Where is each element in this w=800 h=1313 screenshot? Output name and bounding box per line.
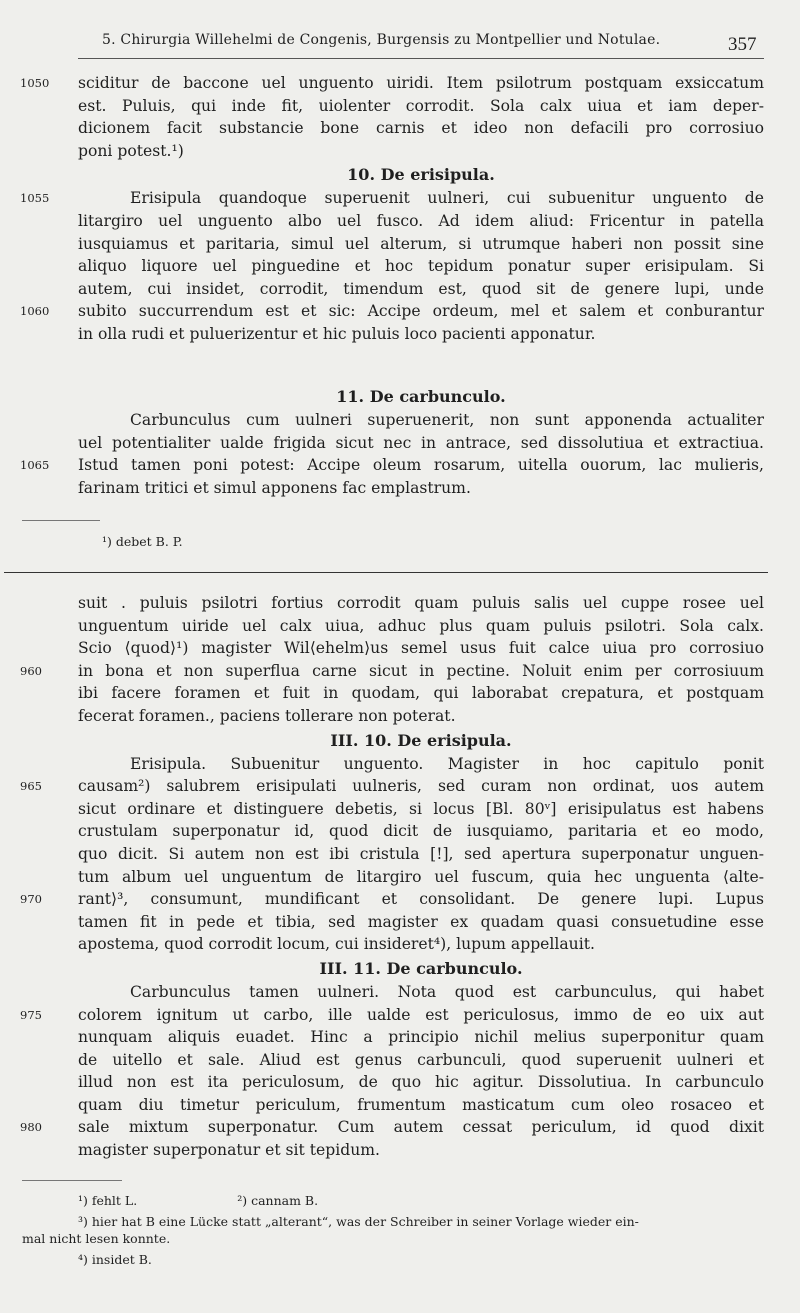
text-line (78, 682, 764, 705)
line-number: 970 (20, 892, 42, 907)
text-line (78, 323, 764, 346)
line-text: in bona et non superflua carne sicut in pectine. Noluit enim per corrosiuum (78, 661, 764, 680)
text-line (78, 278, 764, 301)
line-text: ibi facere foramen et fuit in quodam, qui laborabat crepatura, et postquam (78, 684, 764, 703)
text-line (78, 753, 764, 776)
text-line (78, 843, 764, 866)
section-heading (78, 162, 764, 187)
line-text: illud non est ita periculosum, de quo hic agitur. Dissolutiua. In carbunculo (78, 1073, 764, 1092)
text-line (78, 1094, 764, 1117)
line-text: tamen fit in pede et tibia, sed magister ex quadam quasi consuetudine esse (78, 912, 764, 931)
text-line (78, 592, 764, 615)
text-line (78, 210, 764, 233)
text-line (20, 300, 764, 323)
page-number: 357 (728, 34, 757, 55)
line-text: III. 11. De carbunculo. (319, 958, 523, 978)
text-line (78, 981, 764, 1004)
line-text: fecerat foramen., paciens tollerare non poterat. (78, 706, 456, 725)
text-line (78, 1026, 764, 1049)
text-line (20, 1116, 764, 1139)
line-text: nunquam aliquis euadet. Hinc a principio nichil melius superponitur quam (78, 1028, 764, 1047)
line-text: rant⟩³, consumunt, mundificant et consolidant. De genere lupi. Lupus (78, 890, 764, 909)
main-text-block (20, 72, 764, 346)
line-number: 965 (20, 779, 42, 794)
footnote-4: ⁴) insidet B. (78, 1252, 152, 1267)
footnote-rule-top (22, 520, 100, 521)
line-text: in olla rudi et puluerizentur et hic puluis loco pacienti apponatur. (78, 324, 596, 343)
text-line (20, 187, 764, 210)
text-line (78, 233, 764, 256)
line-text: quo dicit. Si autem non est ibi cristula [!], sed apertura superponatur unguen- (78, 844, 764, 863)
line-text: 11. De carbunculo. (336, 387, 506, 406)
line-text: quam diu timetur periculum, frumentum masticatum cum oleo rosaceo et (78, 1095, 764, 1114)
line-text: sicut ordinare et distinguere debetis, si locus [Bl. 80ᵛ] erisipulatus est habens (78, 799, 764, 818)
line-text: 10. De erisipula. (347, 165, 495, 185)
line-number: 1055 (20, 191, 50, 206)
line-text: apostema, quod corrodit locum, cui insideret⁴), lupum appellauit. (78, 935, 595, 954)
line-text: de uitello et sale. Aliud est genus carbunculi, quod superuenit uulneri et (78, 1050, 764, 1069)
line-text: iusquiamus et paritaria, simul uel alterum, si utrumque haberi non possit sine (78, 234, 764, 253)
text-line (78, 140, 764, 163)
text-line (78, 933, 764, 956)
footnote-2: ²) cannam B. (237, 1193, 319, 1208)
line-text: unguentum uiride uel calx uiua, adhuc plus quam puluis psilotri. Sola calx. (78, 616, 764, 635)
line-text: sale mixtum superponatur. Cum autem cessat periculum, id quod dixit (78, 1118, 764, 1137)
text-line (78, 866, 764, 889)
line-text: litargiro uel unguento albo uel fusco. Ad idem aliud: Fricentur in patella (78, 211, 764, 230)
section-divider-rule (4, 572, 768, 573)
text-line (78, 1049, 764, 1072)
footnote-1-top: ¹) debet B. P. (102, 534, 183, 549)
line-number: 975 (20, 1007, 42, 1022)
line-text: Scio ⟨quod⟩¹) magister Wil⟨ehelm⟩us semel usus fuit calce uiua pro corrosiuo (78, 639, 764, 658)
footnote-row-1 (78, 1192, 768, 1209)
text-line (78, 477, 764, 500)
line-text: autem, cui insidet, corrodit, timendum est, quod sit de genere lupi, unde (78, 279, 764, 298)
line-text: Erisipula quandoque superuenit uulneri, cui subuenitur unguento de (130, 189, 764, 208)
section-heading (78, 956, 764, 981)
line-text: magister superponatur et sit tepidum. (78, 1141, 380, 1160)
line-number: 1065 (20, 458, 50, 473)
line-text: sciditur de baccone uel unguento uiridi. Item psilotrum postquam exsiccatum (78, 74, 764, 92)
text-line (78, 615, 764, 638)
text-line (78, 911, 764, 934)
text-line (78, 432, 764, 455)
text-line (78, 255, 764, 278)
line-text: causam²) salubrem erisipulati uulneris, sed curam non ordinat, uos autem (78, 777, 764, 796)
notulae-text-block (20, 592, 764, 1162)
line-text: Istud tamen poni potest: Accipe oleum rosarum, uitella ouorum, lac mulieris, (78, 456, 764, 475)
footnote-3a: ³) hier hat B eine Lücke statt „alterant“, was der Schreiber in seiner Vorlage wieder ein- (78, 1214, 639, 1229)
line-text: tum album uel unguentum de litargiro uel fuscum, quia hec unguenta ⟨alte- (78, 867, 764, 886)
page-header (0, 28, 800, 58)
line-text: est. Puluis, qui inde fit, uiolenter corrodit. Sola calx uiua et iam deper- (78, 96, 764, 115)
line-text: crustulam superponatur id, quod dicit de iusquiamo, paritaria et eo modo, (78, 822, 764, 841)
text-line (78, 117, 764, 140)
line-text: dicionem facit substancie bone carnis et ideo non defacili pro corrosiuo (78, 119, 764, 138)
line-text: farinam tritici et simul apponens fac emplastrum. (78, 478, 471, 497)
line-text: uel potentialiter ualde frigida sicut nec in antrace, sed dissolutiua et extractiua. (78, 433, 764, 452)
text-line (78, 409, 764, 432)
footnote-top (78, 533, 768, 550)
line-number: 1060 (20, 304, 50, 319)
text-line (20, 888, 764, 911)
line-number: 980 (20, 1120, 42, 1135)
text-line (20, 775, 764, 798)
line-number: 960 (20, 663, 42, 678)
text-line (20, 1004, 764, 1027)
text-line (78, 637, 764, 660)
footnote-rule-bottom (22, 1180, 122, 1181)
footnote-1: ¹) fehlt L. (78, 1193, 138, 1208)
running-head: 5. Chirurgia Willehelmi de Congenis, Burgensis zu Montpellier und Notulae. (102, 32, 661, 48)
header-rule (78, 58, 764, 59)
footnote-3b: mal nicht lesen konnte. (22, 1231, 171, 1246)
line-text: suit . puluis psilotri fortius corrodit quam puluis salis uel cuppe rosee uel (78, 594, 764, 612)
section-carbunculo (20, 384, 764, 499)
text-line (20, 72, 764, 95)
text-line (20, 660, 764, 683)
line-text: poni potest.¹) (78, 141, 184, 160)
text-line (78, 1139, 764, 1162)
text-line (78, 820, 764, 843)
line-text: Erisipula. Subuenitur unguento. Magister in hoc capitulo ponit (130, 754, 764, 773)
section-heading (78, 728, 764, 753)
line-text: aliquo liquore uel pinguedine et hoc tepidum ponatur super erisipulam. Si (78, 257, 764, 276)
text-line (78, 705, 764, 728)
line-text: Carbunculus tamen uulneri. Nota quod est carbunculus, qui habet (130, 982, 764, 1001)
text-line (78, 95, 764, 118)
text-line (20, 454, 764, 477)
line-text: III. 10. De erisipula. (330, 730, 512, 750)
section-heading (78, 384, 764, 409)
line-text: colorem ignitum ut carbo, ille ualde est periculosus, immo de eo uix aut (78, 1005, 764, 1024)
text-line (78, 798, 764, 821)
line-text: subito succurrendum est et sic: Accipe ordeum, mel et salem et conburantur (78, 302, 764, 321)
line-text: Carbunculus cum uulneri superuenerit, non sunt apponenda actualiter (130, 411, 764, 429)
line-number: 1050 (20, 76, 50, 90)
footnotes-bottom (22, 1192, 768, 1268)
text-line (78, 1071, 764, 1094)
